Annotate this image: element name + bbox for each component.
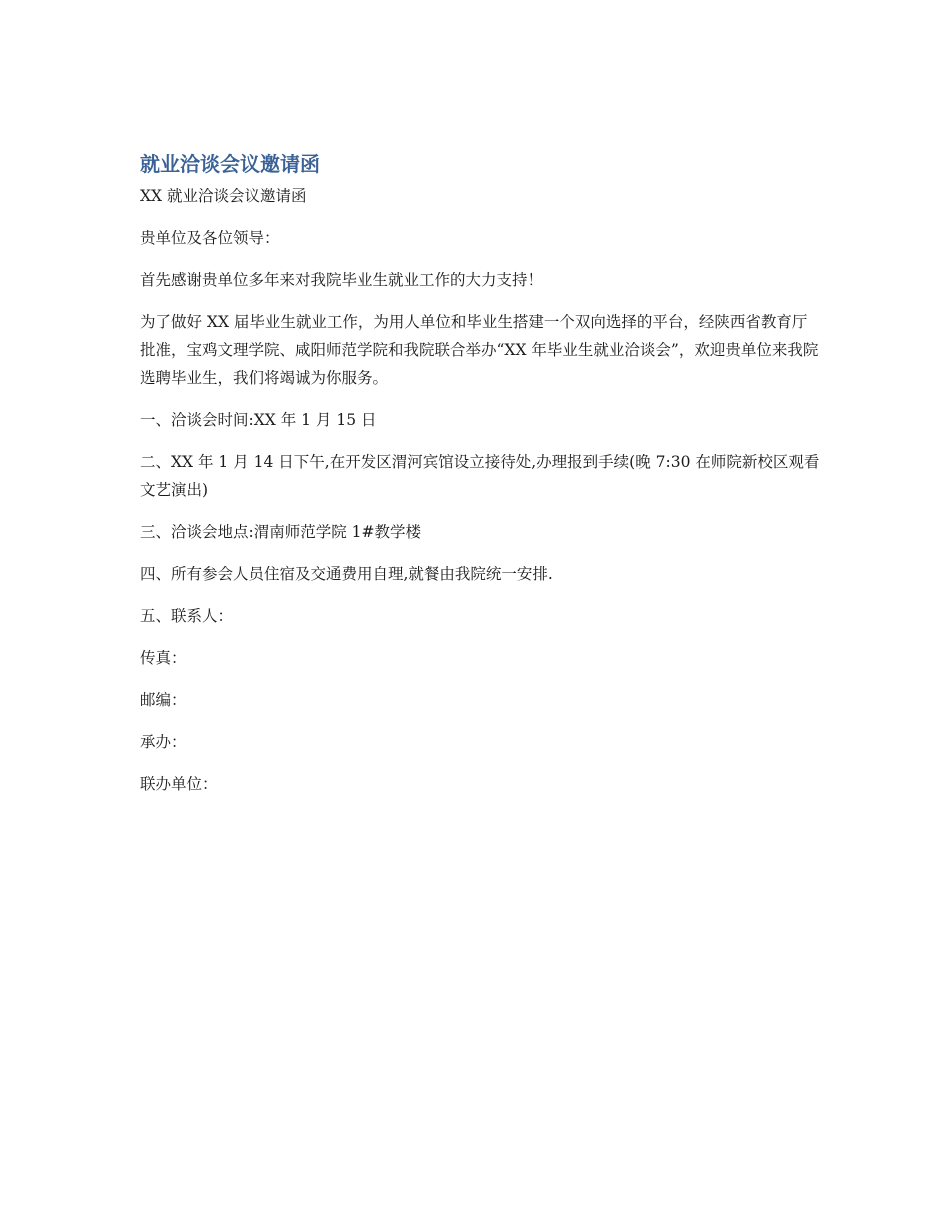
document-subtitle: XX 就业洽谈会议邀请函: [140, 187, 307, 205]
item-reception: 二、XX 年 1 月 14 日下午,在开发区渭河宾馆设立接待处,办理报到手续(晚 7:30 在师院新校区观看文艺演出): [140, 453, 820, 499]
document-title: 就业洽谈会议邀请函: [140, 152, 320, 176]
item-contact: 五、联系人：: [140, 607, 234, 625]
document-page: [140, 146, 820, 812]
item-location: 三、洽谈会地点:渭南师范学院 1#教学楼: [140, 523, 421, 541]
item-expenses: 四、所有参会人员住宿及交通费用自理,就餐由我院统一安排.: [140, 565, 553, 583]
postcode-line: 邮编：: [140, 691, 187, 709]
thanks-paragraph: 首先感谢贵单位多年来对我院毕业生就业工作的大力支持！: [140, 271, 544, 289]
co-organizer-line: 联办单位：: [140, 775, 218, 793]
fax-line: 传真：: [140, 649, 187, 667]
salutation: 贵单位及各位领导：: [140, 229, 280, 247]
intro-paragraph: 为了做好 XX 届毕业生就业工作，为用人单位和毕业生搭建一个双向选择的平台，经陕西省教育厅批准，宝鸡文理学院、咸阳师范学院和我院联合举办“XX 年毕业生就业洽谈会”，欢迎贵单位来我院选聘毕业生，我们将竭诚为你服务。: [140, 313, 819, 387]
organizer-line: 承办：: [140, 733, 187, 751]
item-time: 一、洽谈会时间:XX 年 1 月 15 日: [140, 411, 377, 429]
